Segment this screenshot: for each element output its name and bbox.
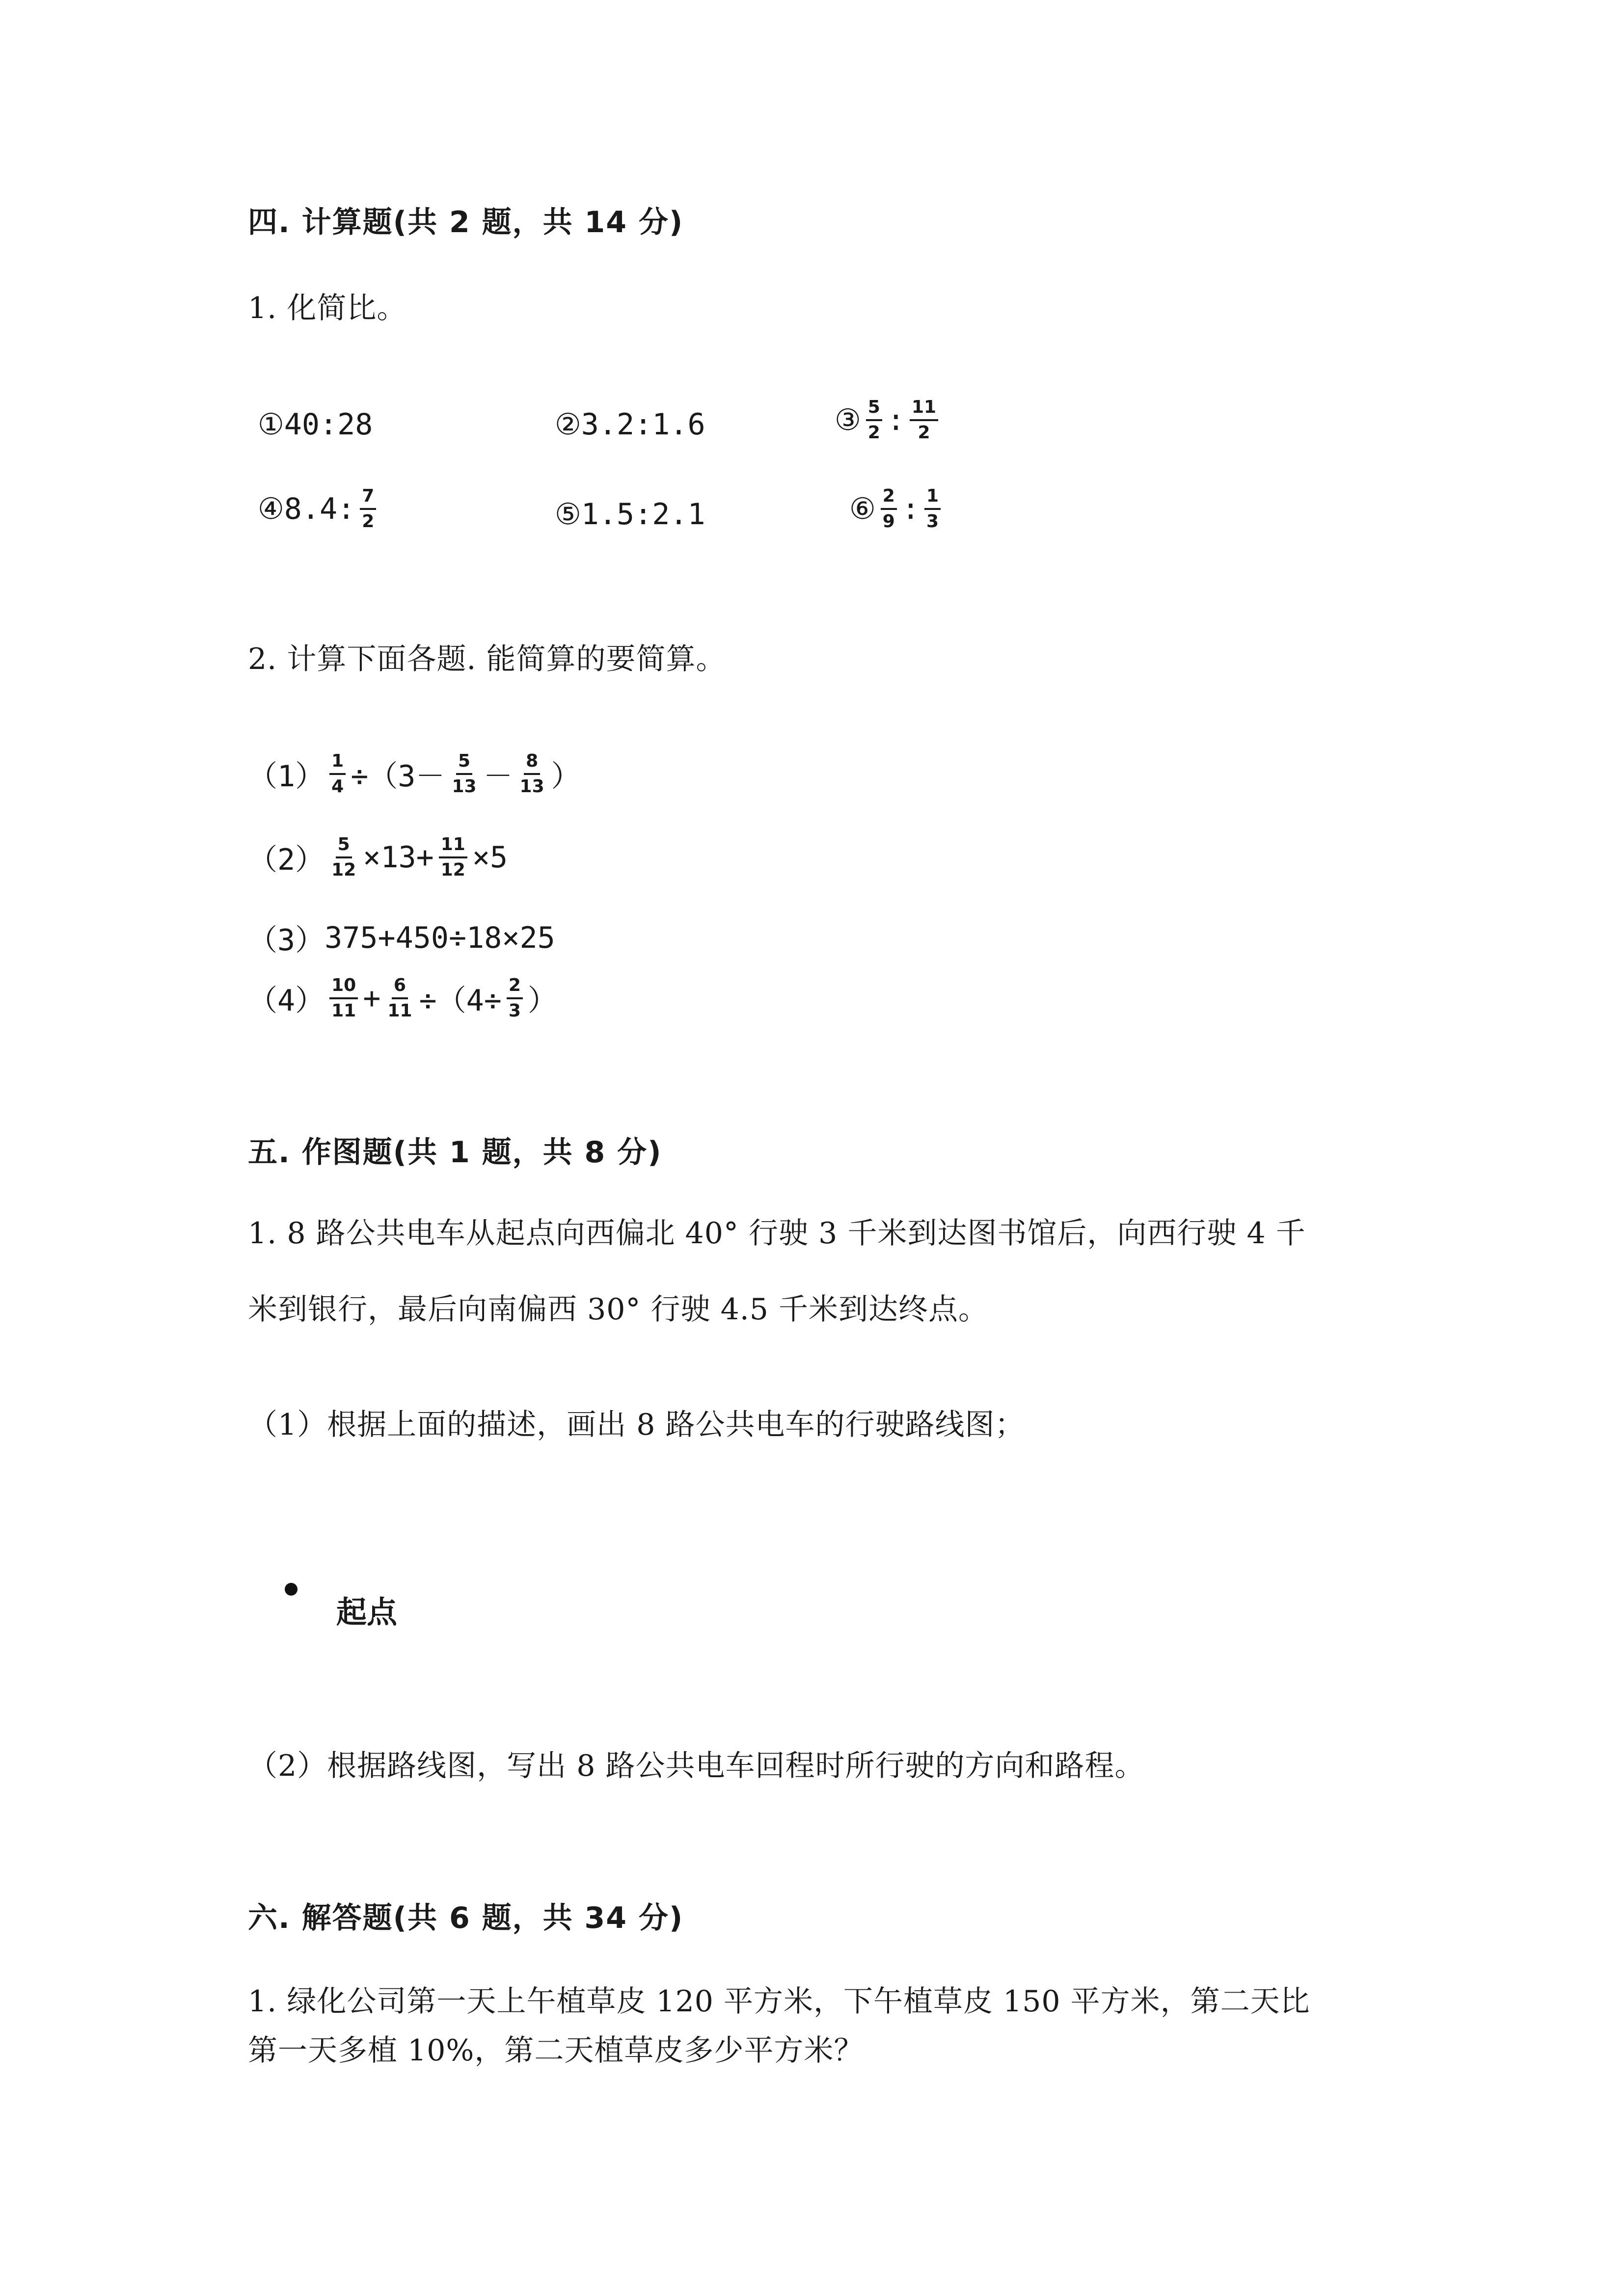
sub-question-1: （1）根据上面的描述，画出 8 路公共电车的行驶路线图； (248, 1408, 1025, 1442)
q1-text-line2: 第一天多植 10%，第二天植草皮多少平方米？ (248, 2033, 864, 2068)
fraction: $\frac{7}{2}$ (360, 487, 376, 531)
q1-text-line1: 1. 8 路公共电车从起点向西偏北 40° 行驶 3 千米到达图书馆后，向西行驶 4 千 (248, 1216, 1306, 1251)
ratio-item-3: ③ $\frac{5}{2}$ : $\frac{11}{2}$ (835, 399, 943, 442)
fraction: $\frac{11}{12}$ (439, 836, 467, 879)
calc-problem-1: （1） $\frac{1}{4}$ ÷（3－ $\frac{5}{13}$ － $\frac{8}{13}$ ） (248, 751, 581, 797)
fraction: $\frac{5}{12}$ (331, 834, 356, 880)
ratio-item-6: ⑥ $\frac{2}{9}$ : $\frac{1}{3}$ (849, 487, 946, 531)
ratio-item-1: ① 40:28 (258, 407, 373, 442)
q1-text-line2: 米到银行，最后向南偏西 30° 行驶 4.5 千米到达终点。 (248, 1292, 989, 1327)
ratio-item-4: ④ 8.4: $\frac{7}{2}$ (258, 487, 381, 531)
q1-prompt: 1. 化简比。 (248, 291, 407, 325)
calc-problem-2: （2） $\frac{5}{12}$ ×13+ $\frac{11}{12}$ ×5 (248, 834, 508, 880)
fraction: $\frac{5}{13}$ (452, 751, 477, 797)
fraction: $\frac{10}{11}$ (329, 977, 358, 1020)
fraction: $\frac{11}{2}$ (910, 399, 938, 442)
calc-problem-3: （3） 375+450÷18×25 (248, 921, 555, 958)
section6-heading: 六. 解答题(共 6 题，共 34 分) (248, 1901, 684, 1935)
fraction: $\frac{6}{11}$ (387, 975, 412, 1021)
fraction: $\frac{2}{9}$ (881, 487, 897, 531)
q2-prompt: 2. 计算下面各题. 能简算的要简算。 (248, 642, 726, 676)
fraction: $\frac{2}{3}$ (507, 977, 523, 1020)
fraction: $\frac{1}{3}$ (924, 487, 941, 531)
start-point-label: 起点 (336, 1594, 398, 1630)
ratio-item-2: ② 3.2:1.6 (555, 407, 705, 442)
section5-heading: 五. 作图题(共 1 题，共 8 分) (248, 1135, 662, 1170)
fraction: $\frac{5}{2}$ (866, 399, 882, 442)
ratio-item-5: ⑤ 1.5:2.1 (555, 497, 705, 532)
fraction: $\frac{8}{13}$ (519, 751, 544, 797)
section4-heading: 四. 计算题(共 2 题，共 14 分) (248, 205, 684, 240)
calc-problem-4: （4） $\frac{10}{11}$ + $\frac{6}{11}$ ÷（4÷ $\frac{2}{3}$ ） (248, 975, 557, 1021)
sub-question-2: （2）根据路线图，写出 8 路公共电车回程时所行驶的方向和路程。 (248, 1749, 1145, 1783)
start-point-dot (285, 1583, 298, 1596)
fraction: $\frac{1}{4}$ (329, 752, 346, 796)
q1-text-line1: 1. 绿化公司第一天上午植草皮 120 平方米，下午植草皮 150 平方米，第二天比 (248, 1984, 1310, 2019)
